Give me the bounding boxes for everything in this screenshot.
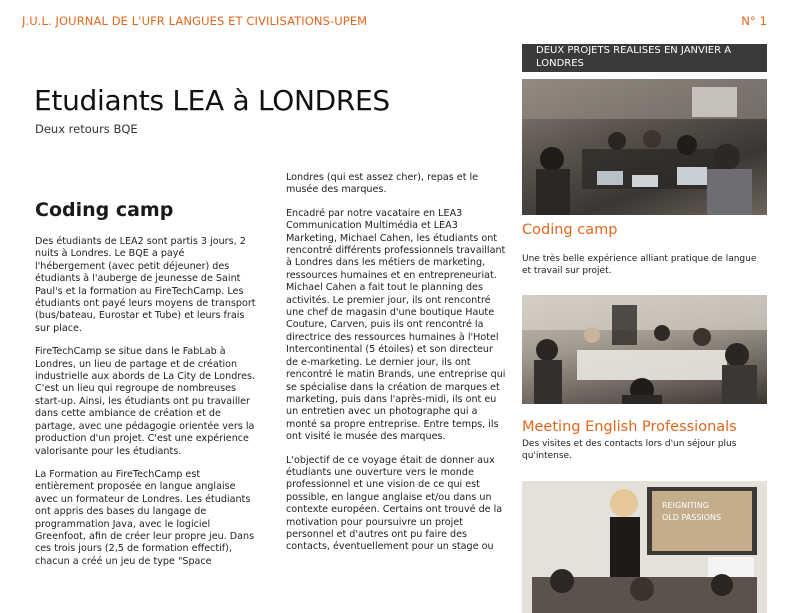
paragraph: Londres (qui est assez cher), repas et le musée des marques.	[286, 172, 479, 196]
sidebar-heading-coding-camp: Coding camp	[522, 222, 618, 238]
slide-text-1: REIGNITING	[662, 501, 709, 510]
presentation-photo	[522, 481, 767, 613]
article-title: Etudiants LEA à LONDRES	[34, 84, 390, 117]
presentation-illustration	[522, 481, 767, 613]
sidebar-text-coding-camp: Une très belle expérience alliant pratique de langue et travail sur projet.	[522, 254, 757, 276]
paragraph: FireTechCamp se situe dans le FabLab à Londres, un lieu de partage et de création industrielle aux abords de La City de Londres. C'est un lieu qui regroupe de nombreuses start-up. Ainsi, les étudiants ont pu travailler dans cette ambiance de création et de partage, avec une pédagogie orientée vers la production d'un projet. C'est une expérience valorisante pour les étudiants.	[35, 346, 256, 457]
section-heading: Coding camp	[35, 199, 174, 221]
paragraph: Des étudiants de LEA2 sont partis 3 jours, 2 nuits à Londres. Le BQE a payé l'hébergement (avec petit déjeuner) des étudiants à l'auberge de jeunesse de Saint Paul's et la formation au FireTechCamp. Les étudiants ont payé leurs moyens de transport (bus/bateau, Eurostar et Tube) et leurs frais sur place.	[35, 236, 256, 334]
classroom-illustration	[522, 79, 767, 215]
sidebar-banner: DEUX PROJETS REALISES EN JANVIER A LONDRES	[522, 44, 767, 72]
paragraph: L'objectif de ce voyage était de donner aux étudiants une ouverture vers le monde professionnel et une vision de ce qui est possible, en langue anglaise et/ou dans un contexte européen. Certains ont trouvé de la motivation pour poursuivre un projet personnel et d'autres ont pu faire des contacts, éventuellement pour un stage ou	[286, 454, 503, 553]
journal-header: J.U.L. JOURNAL DE L'UFR LANGUES ET CIVILISATIONS-UPEM	[22, 14, 368, 28]
meeting-illustration	[522, 295, 767, 404]
article-column-1	[35, 236, 257, 568]
sidebar-text-professionals: Des visites et des contacts lors d'un séjour plus qu'intense.	[522, 439, 737, 461]
coding-camp-photo	[522, 79, 767, 215]
issue-number: N° 1	[741, 14, 767, 28]
slide-text-2: OLD PASSIONS	[662, 513, 722, 522]
article-column-2	[286, 172, 506, 565]
article-subtitle: Deux retours BQE	[35, 122, 138, 136]
paragraph: La Formation au FireTechCamp est entièrement proposée en langue anglaise avec un formateur de Londres. Les étudiants ont appris des bases du langage de programmation Java, avec le logiciel Greenfoot, afin de créer leur propre jeu. Dans ces trois jours (2,5 de formation effectif), chacun a créé un jeu de type "Space	[35, 468, 255, 567]
sidebar-heading-professionals: Meeting English Professionals	[522, 419, 737, 435]
meeting-photo	[522, 295, 767, 404]
paragraph: Encadré par notre vacataire en LEA3 Communication Multimédia et LEA3 Marketing, Michael Cahen, les étudiants ont rencontré différents professionnels travaillant à Londres dans les métiers de marketing, ressources humaines et en entrepreneuriat. Michael Cahen a fait tout le planning des activités. Le premier jour, ils ont rencontré une chef de magasin d'une boutique Haute Couture, Carven, puis ils ont rencontré la directrice des ressources humaines à l'Hotel Intercontinental (5 étoiles) et son directeur de e-marketing. Le dernier jour, ils ont rencontré le matin Brands, une entreprise qui se spécialise dans la création de marques et marketing, puis dans l'après-midi, ils ont eu un entretien avec un photographe qui a monté sa propre entreprise. Entre temps, ils ont visité le musée des marques.	[286, 207, 506, 443]
